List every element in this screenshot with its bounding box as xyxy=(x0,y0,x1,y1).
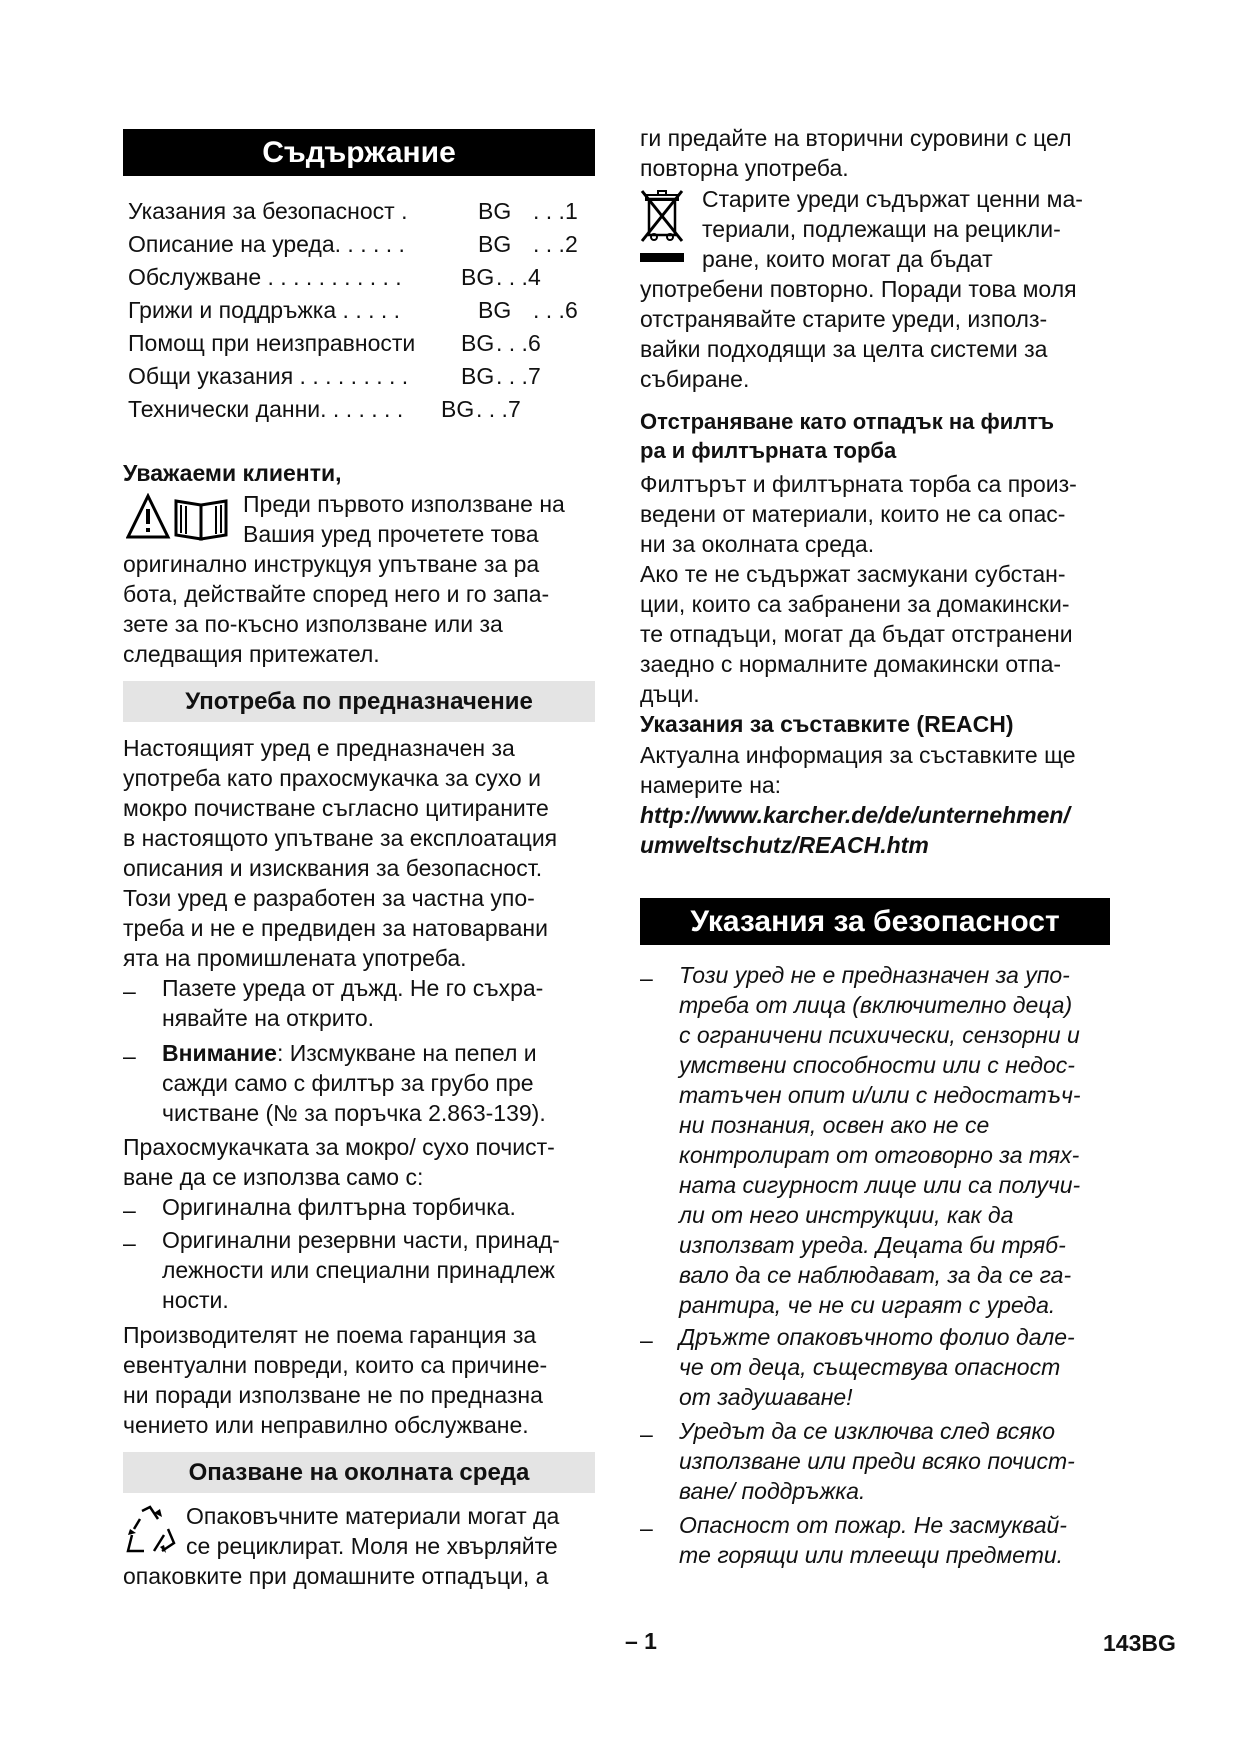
page-number: – 1 xyxy=(625,1628,657,1654)
safety-line: треба от лица (включително деца) xyxy=(679,992,1073,1018)
filter-line: Филтърът и филтърната торба са произ- xyxy=(640,471,1077,497)
usage-bullet: нявайте на открито. xyxy=(162,1005,375,1031)
bullet-dash: – xyxy=(123,1197,136,1223)
usage-para: чението или неправилно обслужване. xyxy=(123,1412,529,1438)
safety-line: ни познания, освен ако не се xyxy=(679,1112,990,1138)
filter-line: те отпадъци, могат да бъдат отстранени xyxy=(640,621,1073,647)
intro-line: следващия притежател. xyxy=(123,641,380,667)
safety-line: Дръжте опаковъчното фолио дале- xyxy=(679,1324,1075,1350)
intro-line: оригинално инструкцуя упътване за ра xyxy=(123,551,540,577)
weee-line: събиране. xyxy=(640,366,750,392)
filter-line: ции, които са забранени за домакински- xyxy=(640,591,1070,617)
bullet-dash: – xyxy=(123,1230,136,1256)
safety-line: че от деца, съществува опасност xyxy=(679,1354,1061,1380)
usage-para: мокро почистване съгласно цитираните xyxy=(123,795,549,821)
toc-entry[interactable]: Технически данни. . . . . . . BG . . .7 xyxy=(128,396,521,422)
toc-entry[interactable]: Общи указания . . . . . . . . . BG . . .7 xyxy=(128,363,541,389)
safety-line: използват уреда. Децата би тряб- xyxy=(679,1232,1066,1258)
intro-line: бота, действайте според него и го запа- xyxy=(123,581,550,607)
environment-title-bar xyxy=(123,1452,595,1493)
filter-heading: Отстраняване като отпадък на филтъ xyxy=(640,409,1055,434)
usage-para: Производителят не поема гаранция за xyxy=(123,1322,537,1348)
filter-line: дъци. xyxy=(640,681,700,707)
filter-line: заедно с нормалните домакински отпа- xyxy=(640,651,1062,677)
toc-entry[interactable]: Описание на уреда. . . . . . BG . . .2 xyxy=(128,231,578,257)
usage-bullet: чистване (№ за поръчка 2.863-139). xyxy=(162,1100,546,1126)
safety-line: Този уред не е предназначен за упо- xyxy=(679,962,1070,988)
toc-entry[interactable]: Помощ при неизправности BG . . .6 xyxy=(128,330,541,356)
safety-line: те горящи или тлеещи предмети. xyxy=(679,1542,1064,1568)
reach-line: Актуална информация за съставките ще xyxy=(640,742,1076,768)
usage-bullet: Оригинална филтърна торбичка. xyxy=(162,1194,516,1220)
filter-heading: ра и филтърната торба xyxy=(640,438,897,463)
attention-label: Внимание xyxy=(162,1040,277,1066)
bullet-dash: – xyxy=(640,965,653,991)
usage-para: Настоящият уред е предназначен за xyxy=(123,735,515,761)
safety-line: татъчен опит и/или с недостатъч- xyxy=(679,1082,1081,1108)
reach-heading: Указания за съставките (REACH) xyxy=(640,711,1014,737)
weee-bin-icon xyxy=(640,189,686,267)
recycle-icon xyxy=(124,1505,176,1555)
page-code: 143BG xyxy=(1103,1630,1176,1656)
weee-line: териали, подлежащи на рецикли- xyxy=(702,216,1061,242)
weee-line: употребени повторно. Поради това моля xyxy=(640,276,1077,302)
safety-line: вало да се наблюдават, за да се га- xyxy=(679,1262,1072,1288)
usage-para: ята на промишлената употреба. xyxy=(123,945,467,971)
weee-line: Старите уреди съдържат ценни ма- xyxy=(702,186,1083,212)
toc-entry[interactable]: Грижи и поддръжка . . . . . BG . . .6 xyxy=(128,297,578,323)
reach-line: намерите на: xyxy=(640,772,782,798)
bullet-dash: – xyxy=(640,1421,653,1447)
bullet-dash: – xyxy=(640,1327,653,1353)
safety-line: контролират от отговорно за тях- xyxy=(679,1142,1080,1168)
environment-line: се рециклират. Моля не хвърляйте xyxy=(186,1533,558,1559)
usage-para: ване да се използва само с: xyxy=(123,1164,424,1190)
environment-cont: повторна употреба. xyxy=(640,155,849,181)
intro-line: зете за по-късно използване или за xyxy=(123,611,503,637)
usage-para: евентуални повреди, които са причине- xyxy=(123,1352,548,1378)
bullet-dash: – xyxy=(640,1515,653,1541)
weee-line: ране, които могат да бъдат xyxy=(702,246,993,272)
usage-para: в настоящото упътване за експлоатация xyxy=(123,825,558,851)
usage-title-bar xyxy=(123,681,595,722)
usage-bullet: Пазете уреда от дъжд. Не го съхра- xyxy=(162,975,544,1001)
reach-link[interactable]: http://www.karcher.de/de/unternehmen/ xyxy=(640,802,1070,828)
filter-line: Ако те не съдържат засмукани субстан- xyxy=(640,561,1066,587)
warning-book-icon xyxy=(126,493,230,543)
usage-para: Този уред е разработен за частна упо- xyxy=(123,885,535,911)
weee-line: отстранявайте старите уреди, използ- xyxy=(640,306,1048,332)
safety-line: използване или преди всяко почист- xyxy=(679,1448,1075,1474)
usage-bullet: Внимание: Изсмукване на пепел и xyxy=(162,1040,537,1066)
safety-line: Опасност от пожар. Не засмуквай- xyxy=(679,1512,1067,1538)
usage-bullet: Оригинални резервни части, принад- xyxy=(162,1227,560,1253)
intro-line: Вашия уред прочетете това xyxy=(243,521,539,547)
usage-para: ни поради използване не по предназна xyxy=(123,1382,543,1408)
toc-entry[interactable]: Указания за безопасност . BG . . .1 xyxy=(128,198,578,224)
safety-line: умствени способности или с недос- xyxy=(679,1052,1075,1078)
toc-title: Съдържание xyxy=(262,136,456,169)
safety-line: Уредът да се изключва след всяко xyxy=(679,1418,1056,1444)
safety-line: ване/ поддръжка. xyxy=(679,1478,866,1504)
toc-entry[interactable]: Обслужване . . . . . . . . . . . BG . . .4 xyxy=(128,264,541,290)
usage-title: Употреба по предназначение xyxy=(185,688,533,715)
safety-line: рантира, че не си играят с уреда. xyxy=(679,1292,1056,1318)
usage-para: описания и изисквания за безопасност. xyxy=(123,855,543,881)
usage-para: треба и не е предвиден за натоварвани xyxy=(123,915,548,941)
filter-line: ни за околната среда. xyxy=(640,531,875,557)
environment-cont: ги предайте на вторични суровини с цел xyxy=(640,125,1072,151)
safety-line: ната сигурност лице или са получи- xyxy=(679,1172,1081,1198)
safety-title-bar xyxy=(640,898,1110,945)
bullet-dash: – xyxy=(123,1043,136,1069)
usage-para: Прахосмукачката за мокро/ сухо почист- xyxy=(123,1134,555,1160)
usage-bullet: ности. xyxy=(162,1287,229,1313)
safety-line: от задушаване! xyxy=(679,1384,853,1410)
weee-line: вайки подходящи за целта системи за xyxy=(640,336,1048,362)
usage-bullet: лежности или специални принадлеж xyxy=(162,1257,555,1283)
bullet-dash: – xyxy=(123,978,136,1004)
intro-heading: Уважаеми клиенти, xyxy=(123,460,342,486)
filter-line: ведени от материали, които не са опас- xyxy=(640,501,1066,527)
safety-line: с ограничени психически, сензорни и xyxy=(679,1022,1080,1048)
safety-line: ли от него инструкции, как да xyxy=(679,1202,1014,1228)
toc-title-bar xyxy=(123,129,595,176)
safety-title: Указания за безопасност xyxy=(690,905,1060,938)
environment-line: Опаковъчните материали могат да xyxy=(186,1503,560,1529)
usage-bullet: сажди само с филтър за грубо пре xyxy=(162,1070,534,1096)
usage-para: употреба като прахосмукачка за сухо и xyxy=(123,765,541,791)
reach-link[interactable]: umweltschutz/REACH.htm xyxy=(640,832,929,858)
intro-line: Преди първото използване на xyxy=(243,491,565,517)
environment-title: Опазване на околната среда xyxy=(188,1459,530,1486)
environment-line: опаковките при домашните отпадъци, а xyxy=(123,1563,549,1589)
